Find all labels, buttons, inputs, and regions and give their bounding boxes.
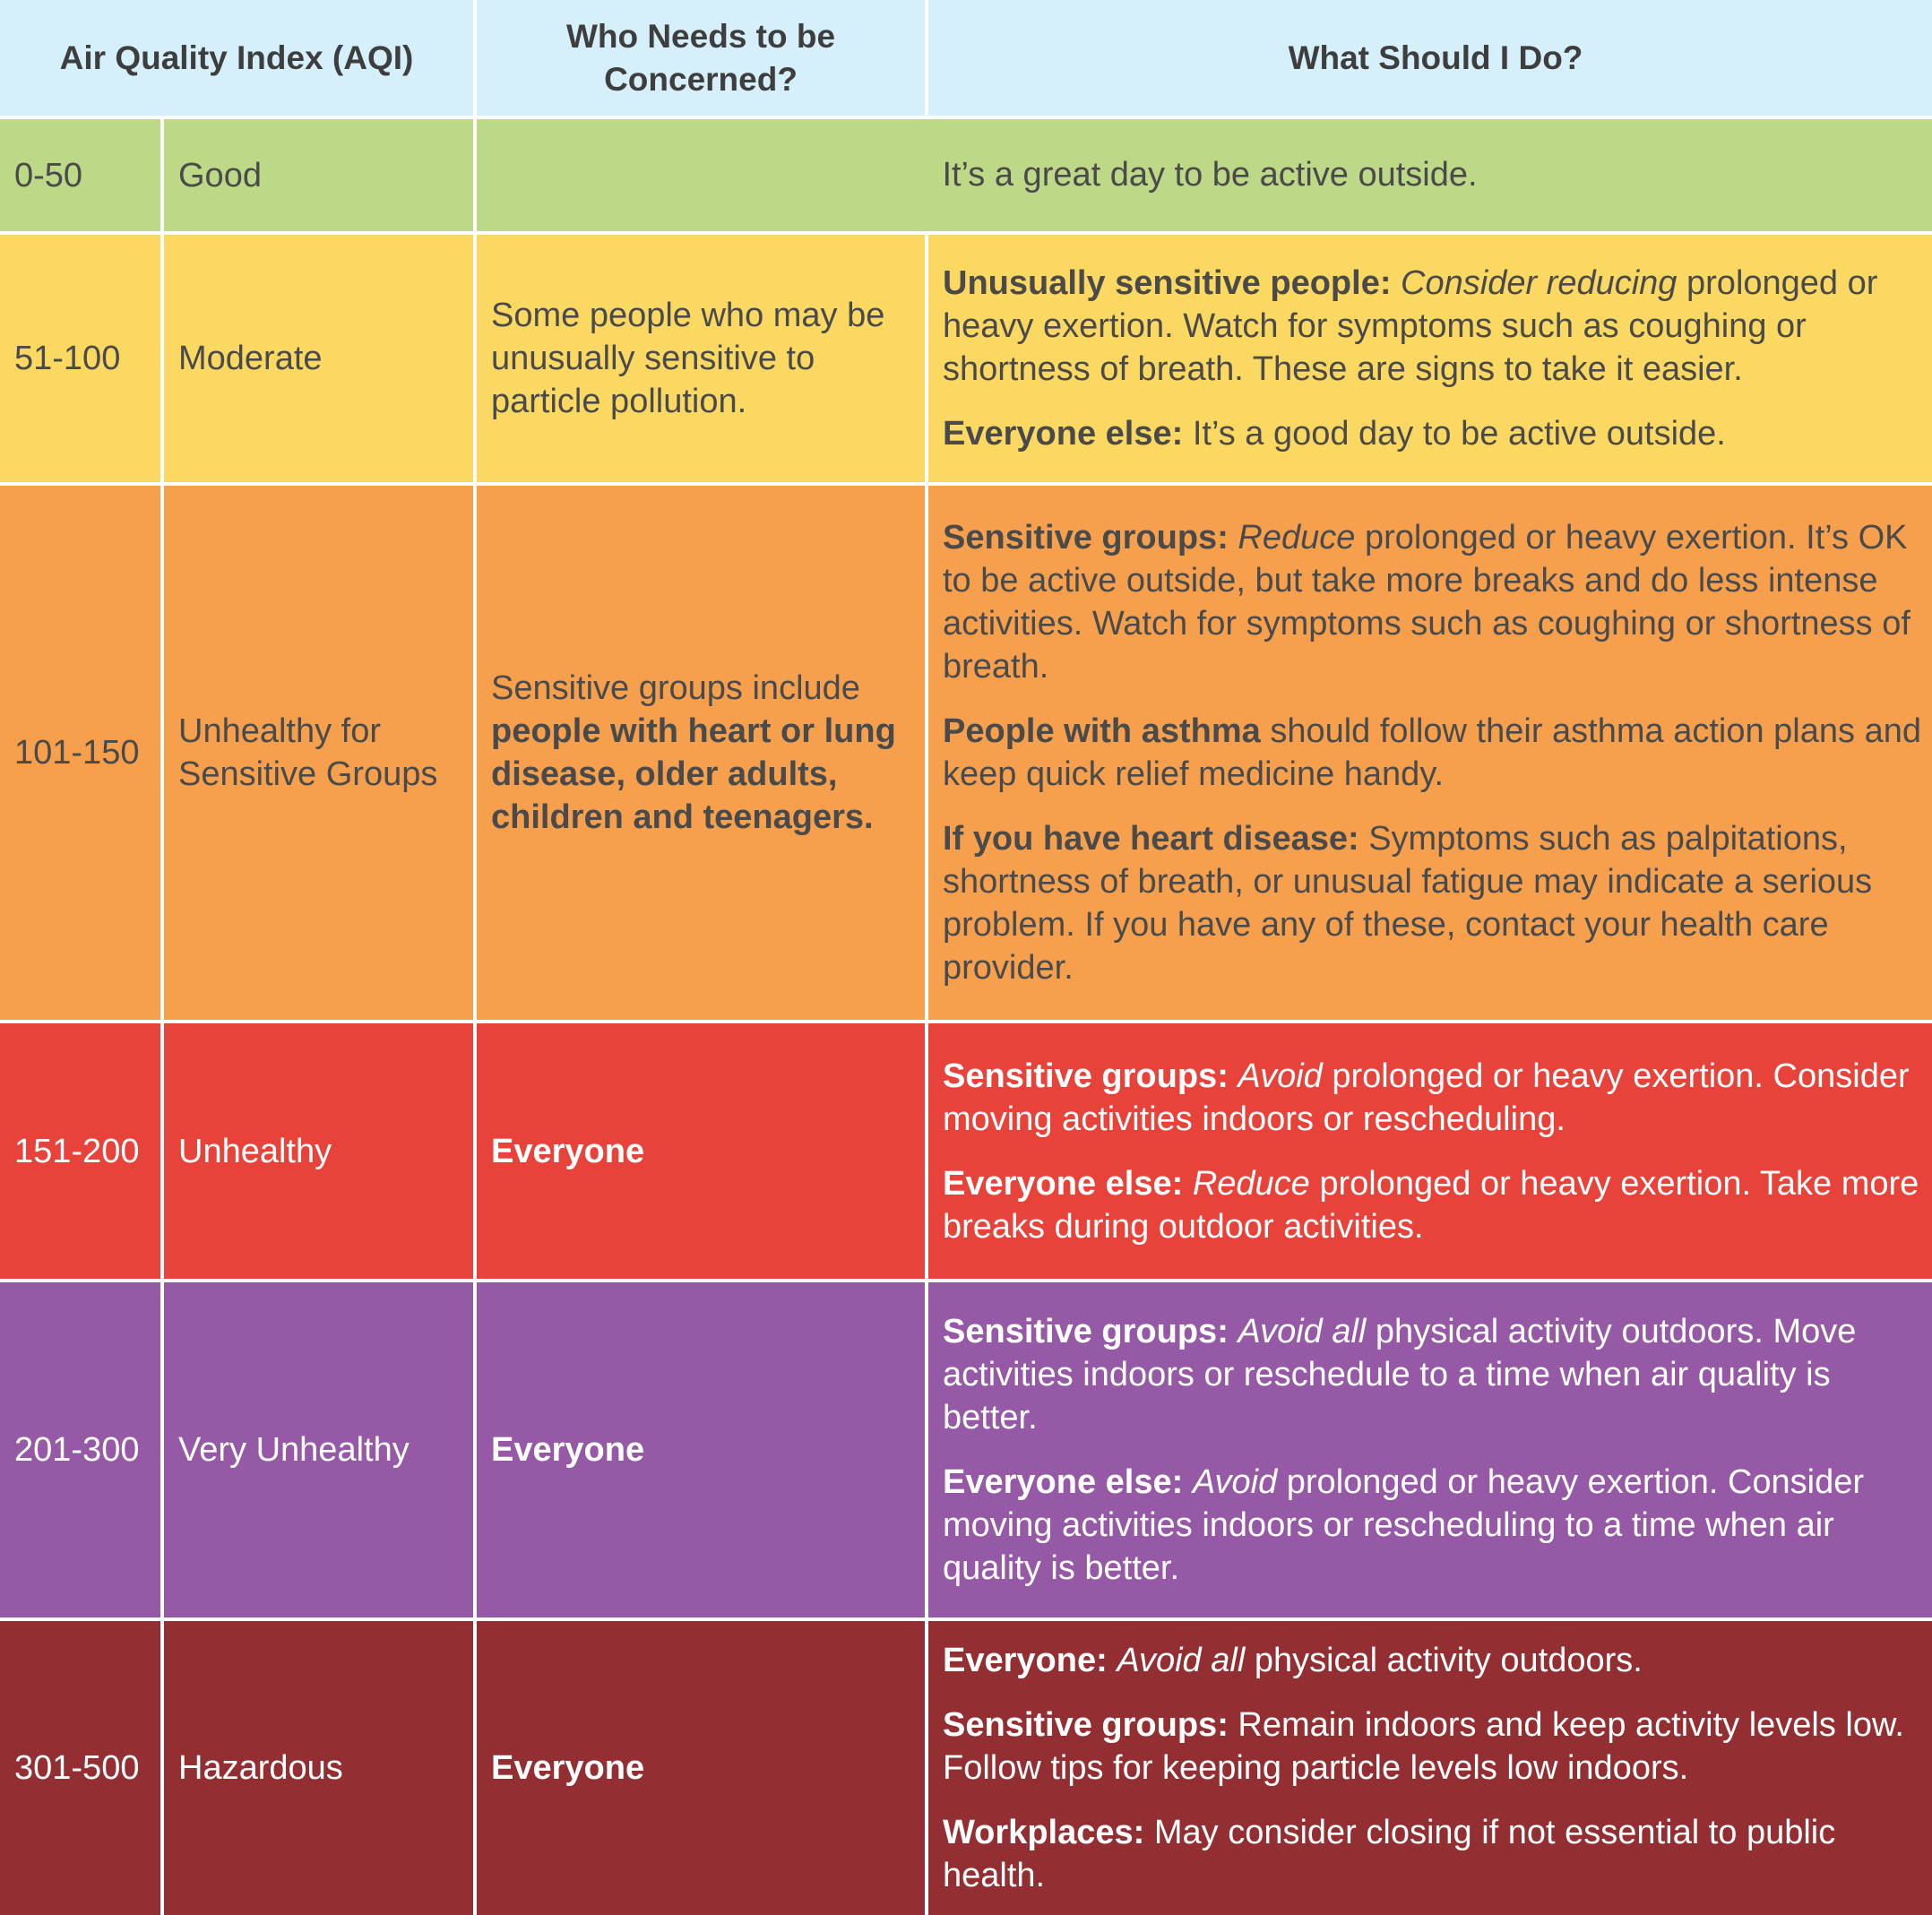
row-unhealthy-what bbox=[928, 1023, 1932, 1279]
advice-lead: Sensitive groups: bbox=[943, 1057, 1229, 1095]
header-what-label: What Should I Do? bbox=[1288, 39, 1583, 76]
advice-paragraph bbox=[943, 1310, 1925, 1439]
advice-emphasis: Avoid all bbox=[1117, 1642, 1246, 1679]
advice-lead: People with asthma bbox=[943, 712, 1261, 750]
advice-text: prolonged or heavy exertion. Consider moving activities indoors or rescheduling. bbox=[943, 1057, 1910, 1138]
advice-lead: Everyone: bbox=[943, 1642, 1108, 1679]
row-very-unhealthy-who bbox=[477, 1282, 925, 1617]
who-text bbox=[491, 667, 907, 839]
category-label: Unhealthy bbox=[178, 1132, 332, 1170]
advice-emphasis: Avoid bbox=[1238, 1057, 1323, 1095]
advice-text: physical activity outdoors. bbox=[1254, 1642, 1643, 1679]
advice-text: should follow their asthma action plans and keep quick relief medicine handy. bbox=[943, 712, 1921, 793]
advice-paragraph bbox=[943, 710, 1925, 796]
range-label: 151-200 bbox=[14, 1132, 140, 1170]
row-very-unhealthy-range bbox=[0, 1282, 160, 1617]
advice-lead: Unusually sensitive people: bbox=[943, 264, 1392, 302]
row-very-unhealthy-category bbox=[164, 1282, 473, 1617]
advice-text: May consider closing if not essential to public health. bbox=[943, 1814, 1836, 1894]
advice-text: prolonged or heavy exertion. Watch for symptoms such as coughing or shortness of breath. These are signs to take it easier. bbox=[943, 264, 1878, 388]
row-good-advice bbox=[477, 119, 1932, 231]
advice-text: It’s a great day to be active outside. bbox=[942, 156, 1478, 194]
who-intro: Sensitive groups include bbox=[491, 669, 860, 707]
advice-text: It’s a good day to be active outside. bbox=[1192, 415, 1726, 453]
category-label: Unhealthy for Sensitive Groups bbox=[178, 712, 438, 793]
row-unhealthy-category bbox=[164, 1023, 473, 1279]
row-moderate-who bbox=[477, 235, 925, 482]
range-label: 51-100 bbox=[14, 340, 121, 377]
who-text: Everyone bbox=[491, 1132, 645, 1170]
advice-paragraph bbox=[943, 817, 1925, 989]
row-usg-category bbox=[164, 486, 473, 1020]
range-label: 101-150 bbox=[14, 734, 140, 772]
advice-lead: Everyone else: bbox=[943, 415, 1184, 453]
category-label: Good bbox=[178, 156, 262, 194]
advice-lead: Sensitive groups: bbox=[943, 1706, 1229, 1744]
advice-lead: Everyone else: bbox=[943, 1164, 1184, 1203]
row-hazardous-what bbox=[928, 1621, 1932, 1915]
header-who bbox=[477, 0, 925, 116]
who-groups: people with heart or lung disease, older adults, children and teenagers. bbox=[491, 712, 896, 836]
advice-paragraph bbox=[943, 516, 1925, 688]
header-who-label: Who Needs to be Concerned? bbox=[565, 17, 836, 98]
who-text: Some people who may be unusually sensitive to particle pollution. bbox=[491, 297, 885, 420]
advice-emphasis: Reduce bbox=[1192, 1164, 1310, 1203]
header-what bbox=[928, 0, 1932, 116]
category-label: Moderate bbox=[178, 340, 323, 377]
advice-paragraph bbox=[943, 1704, 1925, 1790]
advice-text: Remain indoors and keep activity levels low. Follow tips for keeping particle levels low indoors. bbox=[943, 1706, 1904, 1787]
row-good-category bbox=[164, 119, 473, 231]
advice-paragraph bbox=[943, 262, 1925, 391]
row-very-unhealthy-what bbox=[928, 1282, 1932, 1617]
category-label: Very Unhealthy bbox=[178, 1431, 410, 1469]
row-unhealthy-range bbox=[0, 1023, 160, 1279]
range-label: 201-300 bbox=[14, 1431, 140, 1469]
advice-paragraph bbox=[943, 1055, 1925, 1141]
row-hazardous-category bbox=[164, 1621, 473, 1915]
advice-paragraph bbox=[943, 1639, 1925, 1682]
advice-emphasis: Avoid bbox=[1192, 1463, 1278, 1501]
advice-lead: If you have heart disease: bbox=[943, 820, 1359, 858]
header-aqi-label: Air Quality Index (AQI) bbox=[59, 39, 414, 76]
advice-emphasis: Avoid all bbox=[1238, 1313, 1367, 1350]
row-usg-range bbox=[0, 486, 160, 1020]
advice-emphasis: Consider reducing bbox=[1401, 264, 1678, 302]
advice-lead: Workplaces: bbox=[943, 1814, 1145, 1851]
who-text: Everyone bbox=[491, 1431, 645, 1469]
advice-paragraph bbox=[943, 412, 1925, 455]
advice-lead: Sensitive groups: bbox=[943, 1313, 1229, 1350]
range-label: 0-50 bbox=[14, 156, 83, 194]
advice-paragraph bbox=[943, 1162, 1925, 1248]
category-label: Hazardous bbox=[178, 1749, 343, 1787]
row-moderate-what bbox=[928, 235, 1932, 482]
advice-emphasis: Reduce bbox=[1238, 519, 1356, 556]
advice-text: prolonged or heavy exertion. Take more breaks during outdoor activities. bbox=[943, 1164, 1919, 1246]
advice-paragraph bbox=[943, 1461, 1925, 1590]
row-moderate-category bbox=[164, 235, 473, 482]
advice-lead: Everyone else: bbox=[943, 1463, 1184, 1501]
row-usg-who bbox=[477, 486, 925, 1020]
row-hazardous-who bbox=[477, 1621, 925, 1915]
advice-lead: Sensitive groups: bbox=[943, 519, 1229, 556]
who-text: Everyone bbox=[491, 1749, 645, 1787]
row-unhealthy-who bbox=[477, 1023, 925, 1279]
advice-text: prolonged or heavy exertion. Consider moving activities indoors or rescheduling to a time when air quality is better. bbox=[943, 1463, 1865, 1587]
advice-paragraph bbox=[943, 1811, 1925, 1897]
range-label: 301-500 bbox=[14, 1749, 140, 1787]
row-moderate-range bbox=[0, 235, 160, 482]
row-hazardous-range bbox=[0, 1621, 160, 1915]
header-aqi bbox=[0, 0, 473, 116]
advice-text: Symptoms such as palpitations, shortness of breath, or unusual fatigue may indicate a serious problem. If you have any of these, contact your health care provider. bbox=[943, 820, 1873, 987]
row-usg-what bbox=[928, 486, 1932, 1020]
advice-text: prolonged or heavy exertion. It’s OK to be active outside, but take more breaks and do less intense activities. Watch for symptoms such as coughing or shortness of breath. bbox=[943, 519, 1910, 686]
row-good-range bbox=[0, 119, 160, 231]
advice-text: physical activity outdoors. Move activities indoors or reschedule to a time when air quality is better. bbox=[943, 1313, 1857, 1436]
